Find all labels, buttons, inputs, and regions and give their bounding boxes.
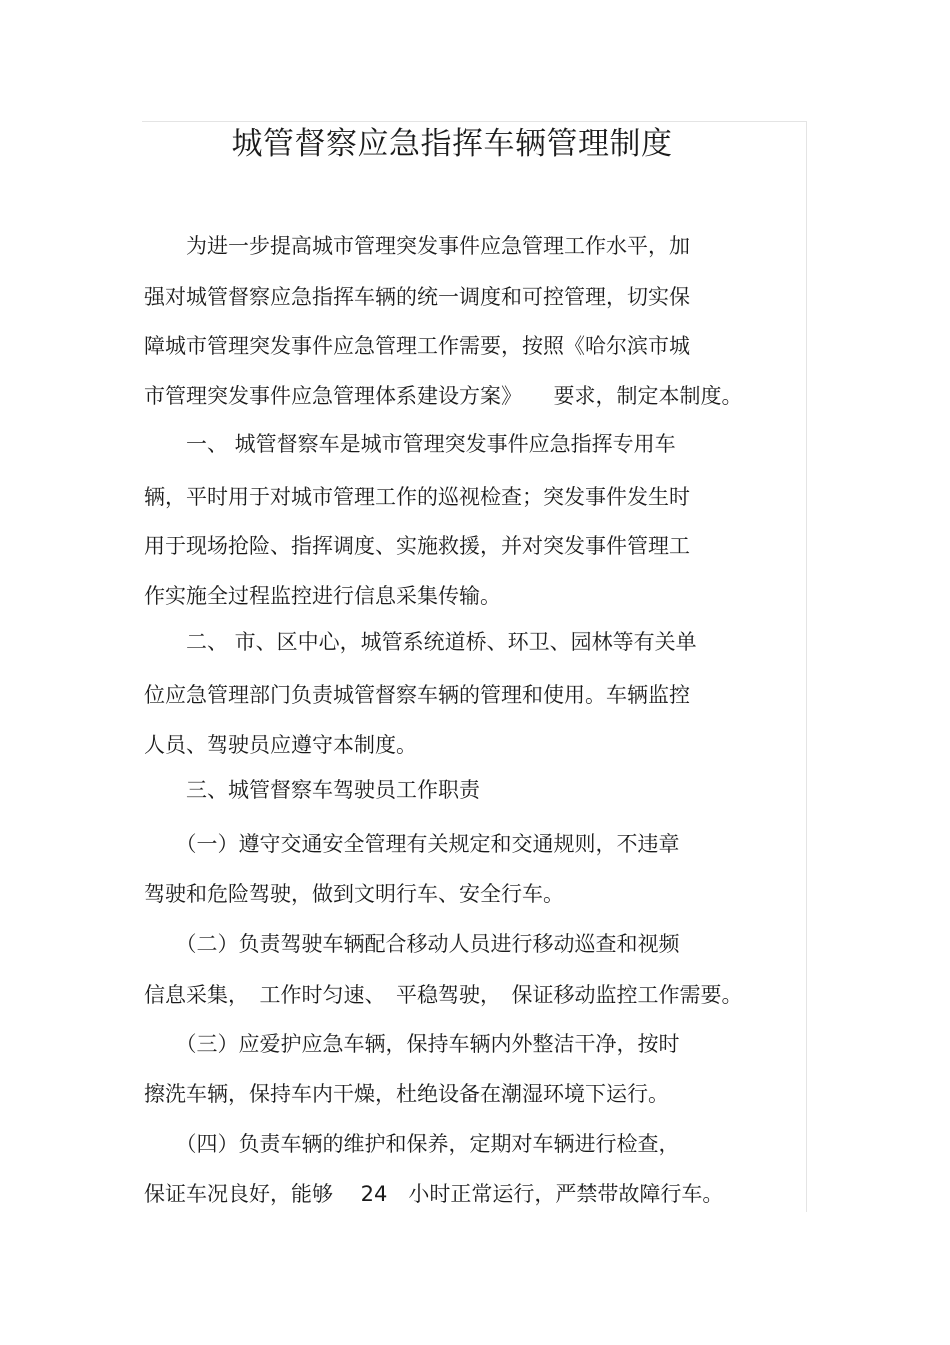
paragraph-line: （二）负责驾驶车辆配合移动人员进行移动巡查和视频 — [144, 932, 680, 956]
paragraph-line: 辆，平时用于对城市管理工作的巡视检查；突发事件发生时 — [144, 485, 690, 509]
paragraph-line: 二、 市、区中心，城管系统道桥、环卫、园林等有关单 — [144, 630, 697, 654]
paragraph-line: 用于现场抢险、指挥调度、实施救援，并对突发事件管理工 — [144, 534, 690, 558]
paragraph-line: 信息采集， 工作时匀速、 平稳驾驶， 保证移动监控工作需要。 — [144, 983, 743, 1007]
paragraph-line: （四）负责车辆的维护和保养，定期对车辆进行检查， — [144, 1132, 680, 1156]
paragraph-line: （三）应爱护应急车辆，保持车辆内外整洁干净，按时 — [144, 1032, 680, 1056]
paragraph-line: 人员、驾驶员应遵守本制度。 — [144, 733, 417, 757]
paragraph-line: 擦洗车辆，保持车内干燥，杜绝设备在潮湿环境下运行。 — [144, 1082, 669, 1106]
paragraph-line: 市管理突发事件应急管理体系建设方案》 要求，制定本制度。 — [144, 384, 743, 408]
paragraph-line: 障城市管理突发事件应急管理工作需要，按照《哈尔滨市城 — [144, 334, 690, 358]
paragraph-line: 为进一步提高城市管理突发事件应急管理工作水平，加 — [144, 234, 690, 258]
paragraph-line: 三、城管督察车驾驶员工作职责 — [144, 778, 480, 802]
paragraph-line: 作实施全过程监控进行信息采集传输。 — [144, 584, 501, 608]
paragraph-line: 驾驶和危险驾驶，做到文明行车、安全行车。 — [144, 882, 564, 906]
paragraph-line: 位应急管理部门负责城管督察车辆的管理和使用。车辆监控 — [144, 683, 690, 707]
paragraph-line: 强对城管督察应急指挥车辆的统一调度和可控管理，切实保 — [144, 285, 690, 309]
paragraph-line: 一、 城管督察车是城市管理突发事件应急指挥专用车 — [144, 432, 676, 456]
paragraph-line: 保证车况良好，能够 24 小时正常运行，严禁带故障行车。 — [144, 1182, 724, 1206]
document-title: 城管督察应急指挥车辆管理制度 — [231, 126, 673, 162]
paragraph-line: （一）遵守交通安全管理有关规定和交通规则，不违章 — [144, 832, 680, 856]
